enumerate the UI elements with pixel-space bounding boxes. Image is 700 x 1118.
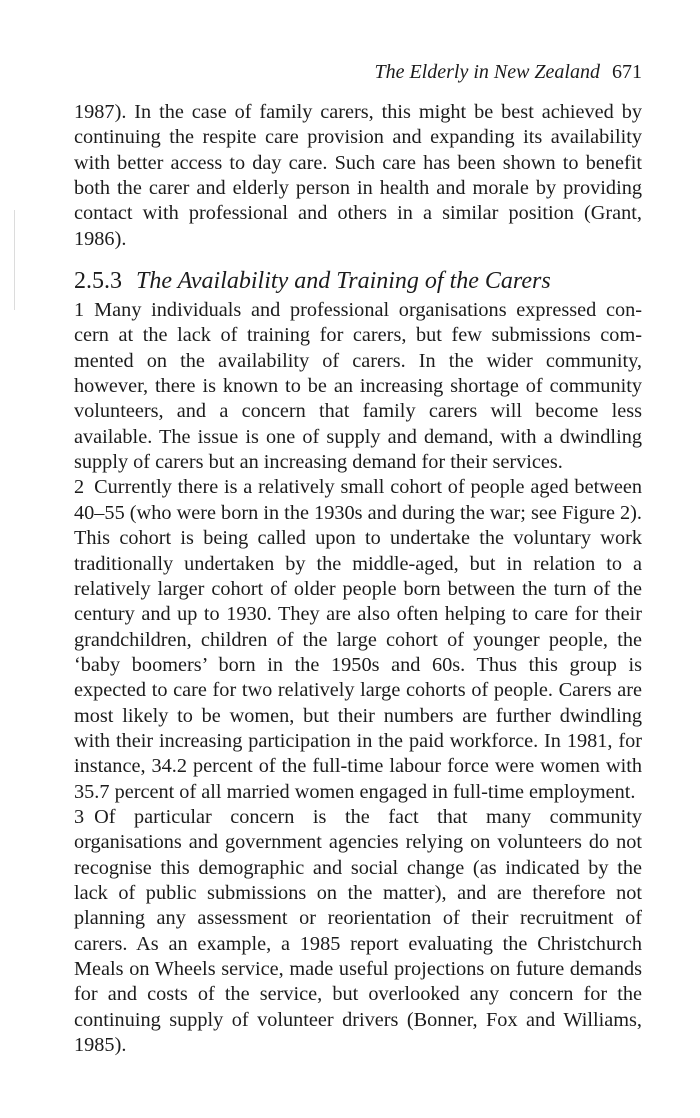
numbered-paragraph-2: [74, 475, 642, 804]
paragraph-text: Currently there is a relatively small cohort of people aged between 40–55 (who were born in the 1930s and during the war; see Figure 2). This cohort is being called upon to undertake the voluntary work traditionally undertaken by the middle-aged, but in relation to a relatively larger cohort of older people born between the turn of the century and up to 1930. They are also often helping to care for their grandchildren, children of the large cohort of younger people, the ‘baby boomers’ born in the 1950s and 60s. Thus this group is expected to care for two relatively large cohorts of people. Carers are most likely to be women, but their numbers are further dwindling with their increasing participation in the paid workforce. In 1981, for instance, 34.2 percent of the full-time labour force were women with 35.7 percent of all married women engaged in full-time employment.: [74, 476, 642, 803]
paragraph-number: 3: [74, 805, 85, 828]
intro-paragraph: [74, 100, 642, 252]
running-head-title: The Elderly in New Zealand: [374, 61, 600, 83]
running-head: [74, 58, 642, 86]
intro-paragraph-text: 1987). In the case of family carers, this might be best achieved by continuing the respite care provision and expanding its availability with better access to day care. Such care has been shown to benefit both the carer and elderly person in health and morale by providing contact with professional and others in a similar position (Grant, 1986).: [74, 101, 642, 250]
paragraph-number: 1: [74, 299, 85, 322]
numbered-paragraph-1: [74, 298, 642, 475]
paragraph-number: 2: [74, 476, 85, 499]
paragraph-text: Many individuals and professional organisations expressed concern at the lack of training for carers, but few submissions commented on the availability of carers. In the wider community, however, there is known to be an increasing shortage of community volunteers, and a concern that family carers will become less available. The issue is one of supply and demand, with a dwindling supply of carers but an increasing demand for their services.: [74, 299, 642, 474]
numbered-paragraph-3: [74, 805, 642, 1058]
section-heading: [74, 266, 642, 296]
book-page: [74, 58, 642, 1058]
section-title: The Availability and Training of the Carers: [136, 268, 551, 295]
page-number: 671: [612, 61, 642, 83]
margin-mark: [14, 210, 15, 310]
section-number: 2.5.3: [74, 268, 122, 295]
paragraph-text: Of particular concern is the fact that many community organisations and government agencies relying on volunteers do not recognise this demographic and social change (as indicated by the lack of public submissions on the matter), and are therefore not planning any assessment or reorientation of their recruitment of carers. As an example, a 1985 report evaluating the Christchurch Meals on Wheels service, made useful projections on future demands for and costs of the service, but overlooked any concern for the continuing supply of volunteer drivers (Bonner, Fox and Williams, 1985).: [74, 805, 642, 1057]
